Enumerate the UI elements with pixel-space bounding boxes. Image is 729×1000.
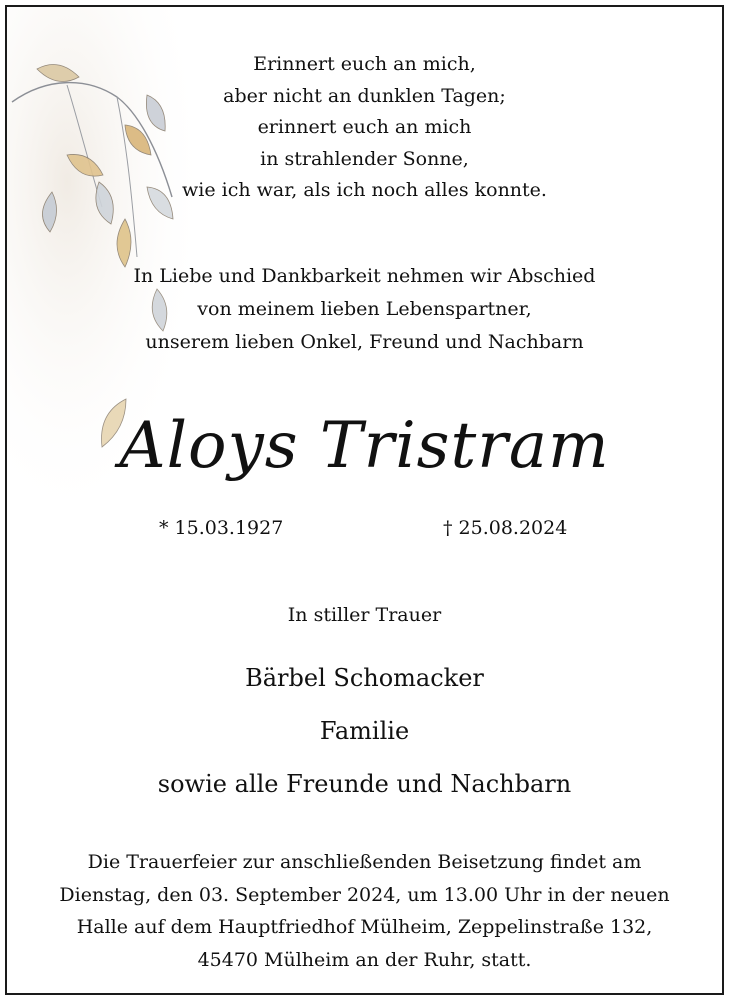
mourners-list [7, 652, 722, 811]
poem-line: aber nicht an dunklen Tagen; [223, 84, 506, 107]
mourner: Familie [319, 717, 410, 745]
mourner: sowie alle Freunde und Nachbarn [157, 770, 572, 798]
poem-line: wie ich war, als ich noch alles konnte. [182, 179, 547, 201]
mourning-phrase: In stiller Trauer [287, 604, 442, 626]
notice-line: Halle auf dem Hauptfriedhof Mülheim, Zeppelinstraße 132, [76, 916, 653, 938]
intro-line: von meinem lieben Lebenspartner, [197, 298, 532, 320]
poem [7, 49, 722, 207]
death-date: † 25.08.2024 [443, 517, 568, 539]
poem-line: in strahlender Sonne, [260, 147, 469, 170]
poem-line: erinnert euch an mich [257, 116, 472, 138]
notice-line: Dienstag, den 03. September 2024, um 13.00 Uhr in der neuen [59, 883, 670, 906]
farewell-intro [7, 260, 722, 359]
intro-line: In Liebe und Dankbarkeit nehmen wir Abschied [133, 265, 596, 287]
notice-line: Die Trauerfeier zur anschließenden Beisetzung findet am [87, 851, 642, 873]
poem-line: Erinnert euch an mich, [253, 53, 476, 75]
obituary-card [5, 5, 724, 995]
birth-date: * 15.03.1927 [159, 517, 284, 539]
deceased-name: Aloys Tristram [119, 409, 610, 483]
notice-line: 45470 Mülheim an der Ruhr, statt. [197, 948, 532, 971]
mourner: Bärbel Schomacker [245, 664, 484, 692]
funeral-notice [7, 846, 722, 976]
intro-line: unserem lieben Onkel, Freund und Nachbarn [145, 331, 584, 353]
